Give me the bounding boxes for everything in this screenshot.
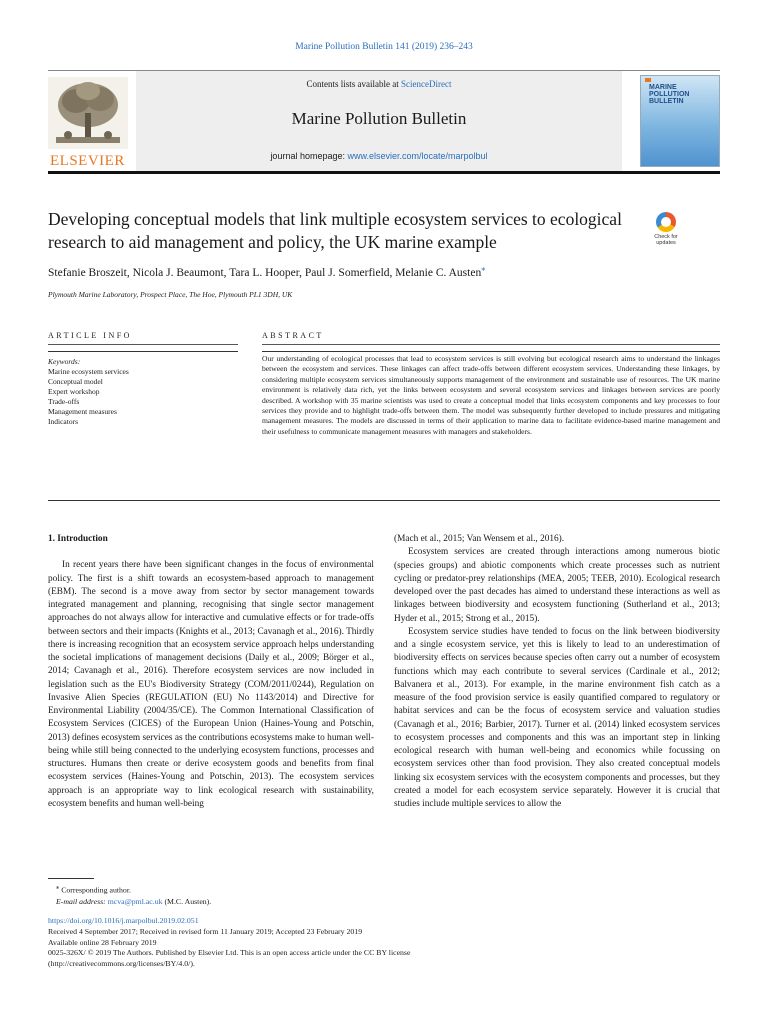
journal-citation-link[interactable]: Marine Pollution Bulletin 141 (2019) 236–243	[295, 42, 473, 52]
keyword-item: Marine ecosystem services	[48, 367, 129, 376]
email-suffix: (M.C. Austen).	[162, 896, 212, 906]
homepage-link[interactable]: www.elsevier.com/locate/marpolbul	[347, 151, 488, 161]
cover-logo-mark	[645, 78, 651, 82]
author-names: Stefanie Broszeit, Nicola J. Beaumont, Tara L. Hooper, Paul J. Somerfield, Melanie C. Austen	[48, 266, 482, 279]
body-paragraph-continuation: (Mach et al., 2015; Van Wensem et al., 2016).	[394, 534, 565, 544]
email-note	[56, 896, 211, 907]
journal-cover-thumbnail	[640, 75, 720, 167]
section-heading-introduction: 1. Introduction	[48, 534, 108, 544]
sciencedirect-link[interactable]: ScienceDirect	[401, 79, 452, 89]
email-link[interactable]: mcva@pml.ac.uk	[107, 896, 163, 906]
keyword-item: Management measures	[48, 407, 117, 416]
corresponding-author-note	[56, 882, 211, 896]
article-title: Developing conceptual models that link multiple ecosystem services to ecological research to aid management and policy, the UK marine example	[48, 209, 622, 252]
license-url: (http://creativecommons.org/licenses/BY/4.0/).	[48, 959, 195, 969]
body-paragraph: Ecosystem services are created through interactions among numerous biotic (species groups) and abiotic components which create processes such as nutrient cycling or predator-prey relationships (MEA, 2005; TEEB, 2010). Ecological research developed over the past decades has aimed to understand these interactions as well as linkages between biodiversity and ecosystem functioning (Sutherland et al., 2013; Hyder et al., 2015; Strong et al., 2015).	[394, 547, 720, 624]
abstract-rule	[262, 344, 720, 345]
abstract-heading: ABSTRACT	[262, 331, 324, 340]
received-dates: Received 4 September 2017; Received in revised form 11 January 2019; Accepted 23 February 2019	[48, 926, 363, 936]
body-paragraph: Ecosystem service studies have tended to focus on the link between biodiversity and a single ecosystem service, yet this is likely to lead to an underestimation of biodiversity effects on services because species often carry out a number of ecosystem functions which may each contribute to several services (Cardinale et al., 2012; Balvanera et al., 2013). For example, in the marine environment fish catch as a measure of the food provision service is easily quantified compared to regulatory or habitat services and can be the focus of ecosystem service and valuation studies (Cavanagh et al., 2016; Barbier, 2017). Turner et al. (2014) linked ecosystem services to ecosystem processes and components and this was an important step in linking ecological research with human well-being and economics while focussing on ecosystem services other than food provision. They also created conceptual models linking six ecosystem services with the ecosystem components and processes, but they created a model for each ecosystem service separately. However it is crucial that studies include multiple services to allow the	[394, 626, 720, 809]
keyword-item: Trade-offs	[48, 397, 80, 406]
article-info-rule	[48, 344, 238, 345]
keywords-list	[48, 357, 238, 427]
journal-homepage	[136, 151, 622, 161]
keywords-label: Keywords:	[48, 357, 81, 366]
article-info-rule-2	[48, 351, 238, 352]
journal-banner	[136, 71, 622, 171]
corresponding-author-mark[interactable]: ⁎	[481, 264, 486, 273]
contents-prefix: Contents lists available at	[306, 79, 401, 89]
abstract-bottom-rule	[48, 500, 720, 501]
author-list	[48, 264, 720, 279]
article-info-heading: ARTICLE INFO	[48, 331, 132, 340]
abstract-rule-2	[262, 351, 720, 352]
journal-masthead	[48, 70, 720, 174]
body-paragraph: In recent years there have been significant changes in the focus of environmental policy. The first is a shift towards an ecosystem-based approach to management (EBM). The second is a move away from sector by sector management towards integrated management and planning, recognising that single sector management approaches do not always allow for interactive and cumulative effects or for trade-offs between sectors and their impacts (Knights et al., 2013; Cavanagh et al., 2016). Thirdly there is increasing recognition that an ecosystem service approach helps understanding the societal implications of management decisions (Daily et al., 2009; Börger et al., 2014; Cavanagh et al., 2016). Therefore ecosystem services are now included in legislation such as the EU's Biodiversity Strategy (COM/2011/0244), Regulation on Invasive Alien Species (REGULATION (EU) No 1143/2014) and Directive for Environmental Liability (2004/35/CE). The Common International Classification of Ecosystem Services (CICES) of the European Union (Haines-Young and Potschin, 2013) defines ecosystem services as the contributions ecosystems make to human well-being while still being connected to the underlying ecosystem functions, processes and structures. Humans then create or derive ecosystem goods and benefits from final ecosystem services (Haines-Young and Potschin, 2013). The ecosystem services approach is an appropriate way to link ecological research with sustainability, ecosystem benefits and human well-being	[48, 560, 374, 809]
footnote-rule	[48, 878, 94, 879]
footnote-mark: ⁎	[56, 884, 60, 891]
check-updates-label: Check for updates	[654, 234, 678, 246]
body-column-left	[48, 533, 374, 811]
online-date: Available online 28 February 2019	[48, 937, 157, 947]
body-column-right	[394, 533, 720, 811]
homepage-label: journal homepage:	[270, 151, 348, 161]
check-updates-icon	[656, 212, 676, 232]
footnotes	[56, 882, 211, 907]
keyword-item: Expert workshop	[48, 387, 100, 396]
cover-title: MARINE POLLUTION BULLETIN	[649, 84, 690, 105]
keyword-item: Indicators	[48, 417, 78, 426]
journal-title: Marine Pollution Bulletin	[291, 109, 467, 128]
corresponding-author-label: Corresponding author.	[61, 885, 131, 895]
contents-line	[136, 79, 622, 89]
elsevier-tree-icon	[48, 77, 128, 149]
affiliation: Plymouth Marine Laboratory, Prospect Place, The Hoe, Plymouth PL1 3DH, UK	[48, 290, 293, 299]
email-label: E-mail address:	[56, 896, 108, 906]
publication-details	[48, 916, 720, 970]
doi-link[interactable]: https://doi.org/10.1016/j.marpolbul.2019.02.051	[48, 916, 199, 925]
elsevier-wordmark: ELSEVIER	[50, 153, 125, 169]
elsevier-logo	[48, 77, 128, 167]
abstract-text: Our understanding of ecological processes that lead to ecosystem services is still evolving but ecological research aims to understand the linkages between the ecosystem and services. These linkages can affect trade-offs between different ecosystem services. Understanding these linkages, by considering multiple ecosystem services simultaneously supports management of the environment and sustainable use of resources. The UK marine environment is relatively data rich, yet the links between ecosystem and several ecosystem services and linkages between services are poorly described. A workshop with 35 marine scientists was used to create a conceptual model that links ecosystem components and key processes to four services they provide and to highlight trade-offs between them. The model was subsequently further developed to include pressures and mitigating management measures. The models are discussed in terms of their application to marine data to facilitate evidence-based marine management and their usefulness to communicate management measures with managers and stakeholders.	[262, 354, 720, 436]
license-text: 0025-326X/ © 2019 The Authors. Published by Elsevier Ltd. This is an open access article under the CC BY license	[48, 948, 411, 958]
keyword-item: Conceptual model	[48, 377, 103, 386]
check-for-updates-button[interactable]	[648, 212, 684, 252]
